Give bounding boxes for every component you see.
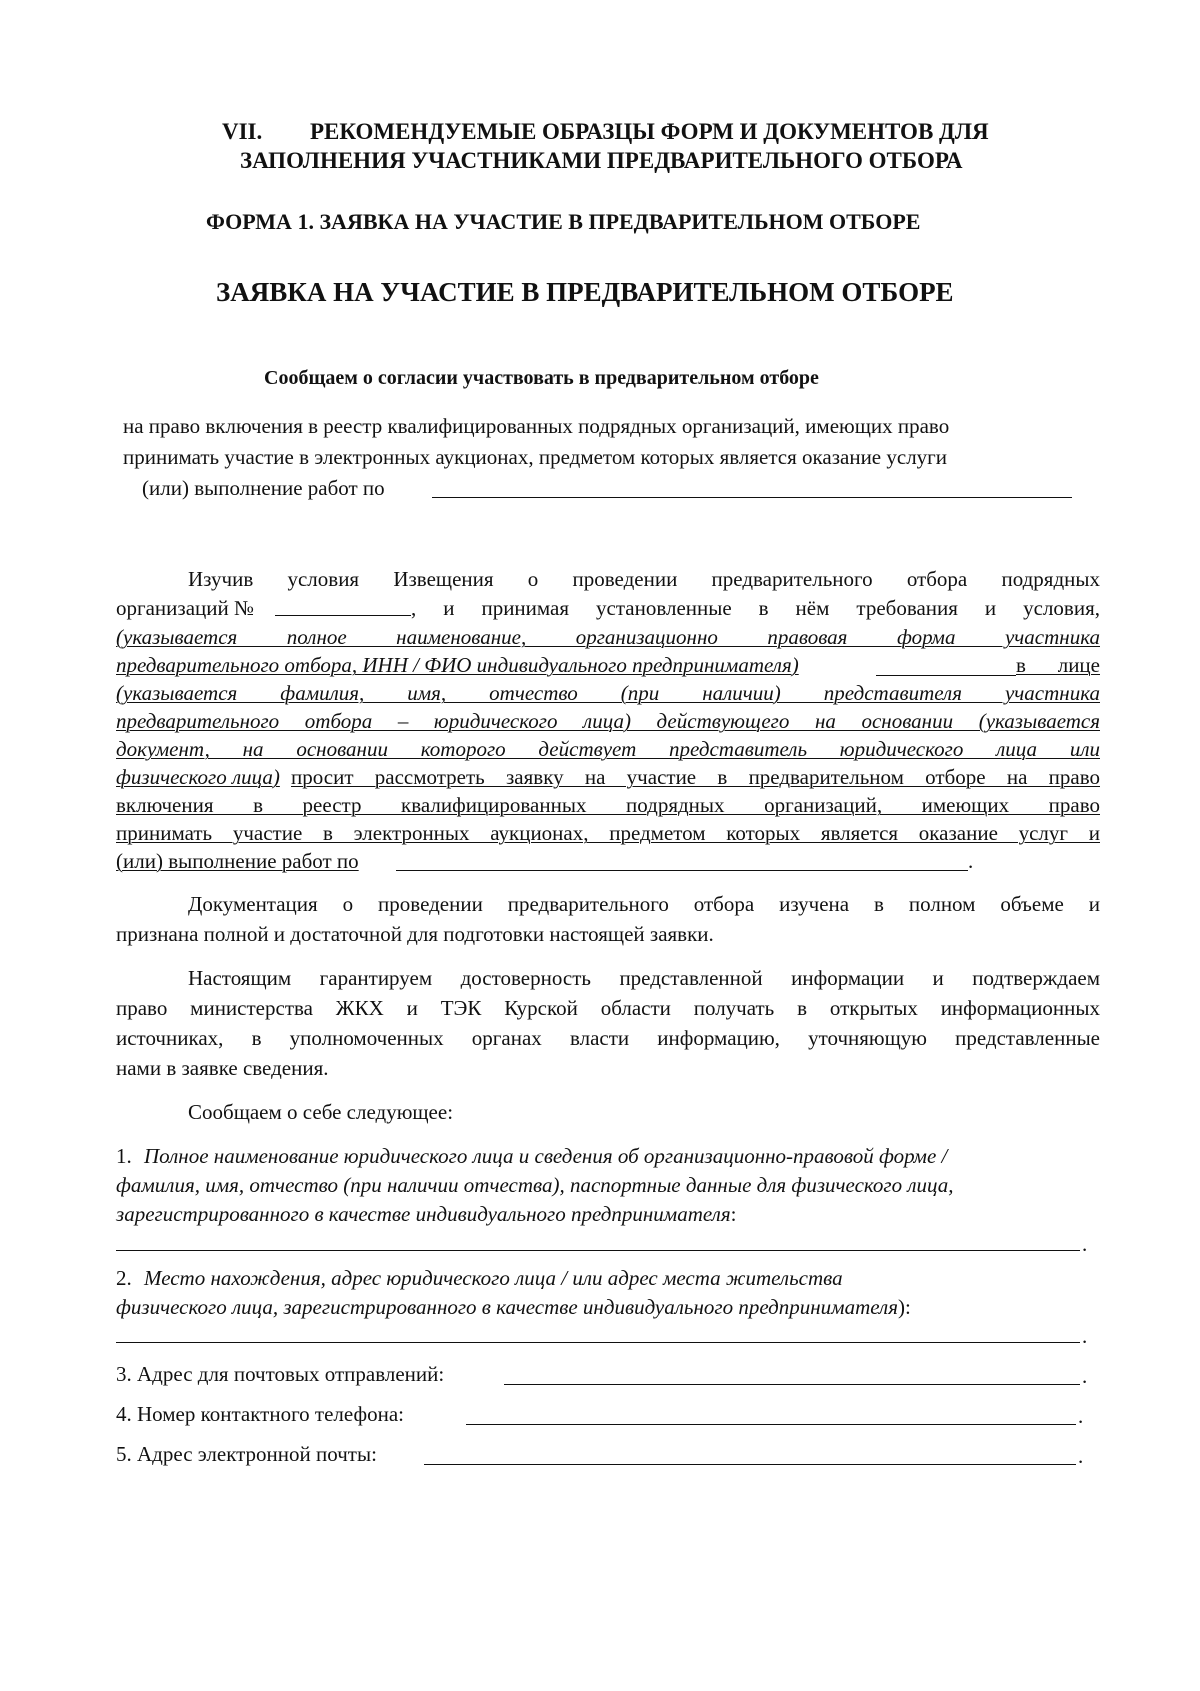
item5-dot: .	[1078, 1444, 1084, 1468]
p1-line-4b: в лице	[1016, 653, 1100, 677]
subheading: Сообщаем о согласии участвовать в предварительном отборе	[264, 367, 819, 389]
item2-line-1: Место нахождения, адрес юридического лица / или адрес места жительства	[144, 1266, 843, 1290]
p1-line-4: предварительного отбора, ИНН / ФИО индивидуального предпринимателя)	[116, 653, 799, 677]
p1-line-7: документ, на основании которого действует представитель юридического лица или	[116, 737, 1100, 761]
item1-line-3-wrap	[116, 1202, 736, 1227]
item1-number: 1.	[116, 1144, 132, 1168]
p1-line-6: предварительного отбора – юридического лица) действующего на основании (указывается	[116, 709, 1100, 733]
work-type-blank-2[interactable]	[396, 870, 968, 871]
item3-label: 3. Адрес для почтовых отправлений:	[116, 1362, 445, 1386]
section-title-line1: РЕКОМЕНДУЕМЫЕ ОБРАЗЦЫ ФОРМ И ДОКУМЕНТОВ ДЛЯ	[310, 119, 989, 144]
section-number: VII.	[222, 119, 263, 144]
item2-number: 2.	[116, 1266, 132, 1290]
email-line[interactable]	[424, 1464, 1076, 1465]
item1-answer-line[interactable]	[116, 1250, 1080, 1251]
phone-line[interactable]	[466, 1424, 1076, 1425]
item2-dot: .	[1082, 1324, 1088, 1348]
p4-line: Сообщаем о себе следующее:	[188, 1100, 454, 1124]
p1-line-2b: , и принимая установленные в нём требования и условия,	[411, 596, 1100, 620]
p3-line-2: право министерства ЖКХ и ТЭК Курской области получать в открытых информационных	[116, 996, 1100, 1020]
p1-line-8b: просит рассмотреть заявку на участие в предварительном отборе на право	[291, 765, 1100, 789]
p1-line-9: включения в реестр квалифицированных подрядных организаций, имеющих право	[116, 793, 1100, 817]
p3-line-4: нами в заявке сведения.	[116, 1056, 329, 1080]
p3-line-3: источниках, в уполномоченных органах власти информацию, уточняющую представленные	[116, 1026, 1100, 1050]
intro-line-3: (или) выполнение работ по	[142, 476, 385, 500]
p1-line-11: (или) выполнение работ по	[116, 849, 359, 873]
p1-line-3: (указывается полное наименование, организационно правовая форма участника	[116, 625, 1100, 649]
item2-line-2: физического лица, зарегистрированного в качестве индивидуального предпринимателя	[116, 1295, 898, 1319]
item5-label: 5. Адрес электронной почты:	[116, 1442, 377, 1466]
p1-line-11-end: .	[968, 849, 974, 873]
item3-dot: .	[1082, 1364, 1088, 1388]
postal-address-line[interactable]	[504, 1384, 1080, 1385]
notice-number-blank[interactable]	[275, 615, 411, 616]
intro-line-1: на право включения в реестр квалифицированных подрядных организаций, имеющих право	[123, 414, 950, 438]
p1-line-8a: физического лица)	[116, 765, 280, 789]
p1-line-10: принимать участие в электронных аукционах, предметом которых является оказание услуг и	[116, 821, 1100, 845]
p1-line-5: (указывается фамилия, имя, отчество (при наличии) представителя участника	[116, 681, 1100, 705]
item2-close: ):	[897, 1295, 911, 1319]
item1-dot: .	[1082, 1232, 1088, 1256]
p1-line-1: Изучив условия Извещения о проведении предварительного отбора подрядных	[188, 567, 1100, 591]
form-title: ФОРМА 1. ЗАЯВКА НА УЧАСТИЕ В ПРЕДВАРИТЕЛЬНОМ ОТБОРЕ	[206, 209, 921, 234]
intro-line-2: принимать участие в электронных аукционах, предметом которых является оказание услуги	[123, 445, 948, 469]
item4-label: 4. Номер контактного телефона:	[116, 1402, 404, 1426]
work-type-blank[interactable]	[432, 497, 1072, 498]
p1-line-2a: организаций №	[116, 596, 255, 620]
item1-colon: :	[730, 1202, 737, 1226]
participant-name-blank[interactable]	[876, 675, 1016, 676]
item1-line-1: Полное наименование юридического лица и сведения об организационно-правовой форме /	[144, 1144, 948, 1168]
p2-line-2: признана полной и достаточной для подготовки настоящей заявки.	[116, 922, 714, 946]
item2-line-2-wrap	[116, 1295, 911, 1320]
p3-line-1: Настоящим гарантируем достоверность представленной информации и подтверждаем	[188, 966, 1100, 990]
section-title-line2: ЗАПОЛНЕНИЯ УЧАСТНИКАМИ ПРЕДВАРИТЕЛЬНОГО ОТБОРА	[240, 148, 963, 173]
item4-dot: .	[1078, 1404, 1084, 1428]
item1-line-3: зарегистрированного в качестве индивидуального предпринимателя	[116, 1202, 731, 1226]
item1-line-2: фамилия, имя, отчество (при наличии отчества), паспортные данные для физического лица,	[116, 1173, 954, 1197]
main-title: ЗАЯВКА НА УЧАСТИЕ В ПРЕДВАРИТЕЛЬНОМ ОТБОРЕ	[216, 277, 954, 307]
item2-answer-line[interactable]	[116, 1342, 1080, 1343]
p2-line-1: Документация о проведении предварительного отбора изучена в полном объеме и	[188, 892, 1100, 916]
